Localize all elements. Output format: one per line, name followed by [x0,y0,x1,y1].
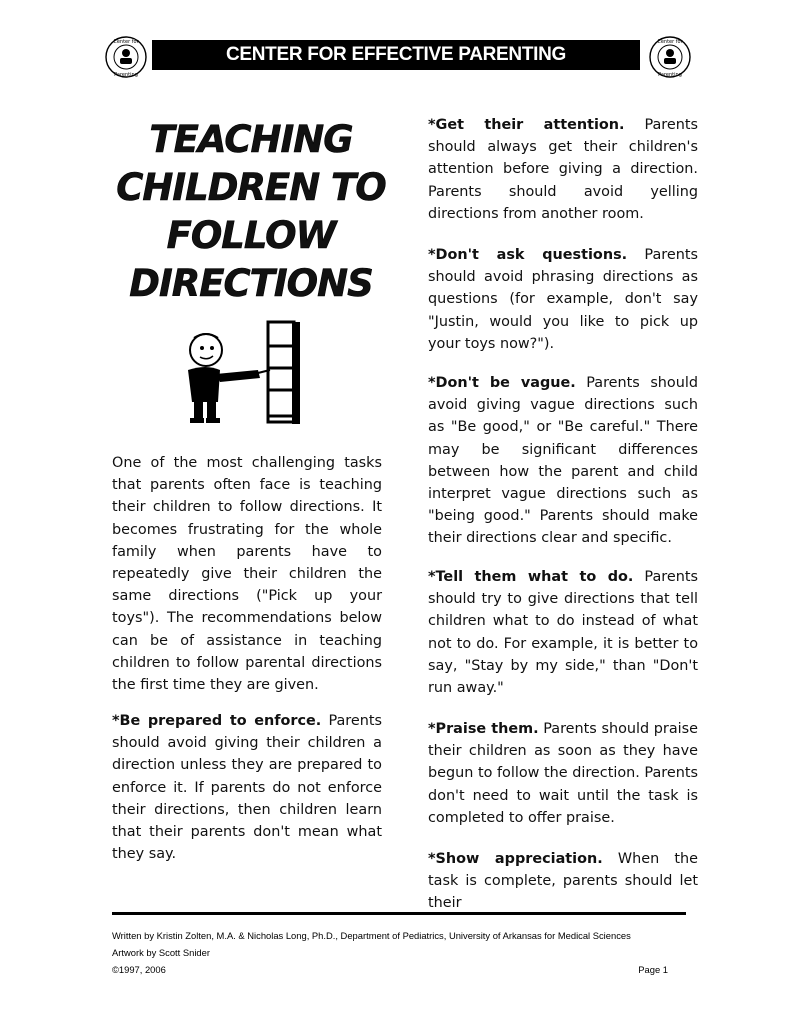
tip-body: Parents should always get their children's attention before giving a direction. Parents should avoid yelling directions from another room. [428,117,699,222]
tip-heading: *Be prepared to enforce. [112,713,322,729]
title-line: FOLLOW [166,214,336,257]
svg-text:Center for: Center for [657,39,683,45]
tip-heading: *Get their attention. [428,117,625,133]
header-banner: CENTER FOR EFFECTIVE PARENTING [152,40,640,70]
tip-body: Parents should avoid giving their children a direction unless they are prepared to enforce it. If parents do not enforce their directions, then children learn that their parents don't mean what they say. [112,713,383,863]
page-number: Page 1 [638,964,668,975]
tip-body: Parents should avoid phrasing directions as questions (for example, don't say "Justin, would you like to pick up your toys now?"). [428,247,698,352]
tip-body: Parents should praise their children as soon as they have begun to follow the direction. Parents don't need to wait until the task is completed to offer praise. [428,721,698,826]
tip-tell-them-what-to-do [428,566,698,699]
footer-artwork: Artwork by Scott Snider [112,947,210,958]
tip-heading: *Tell them what to do. [428,569,634,585]
tip-heading: *Praise them. [428,721,539,737]
svg-text:Parenting: Parenting [114,72,138,78]
svg-text:Parenting: Parenting [658,72,682,78]
title-line: TEACHING [149,118,353,161]
center-logo-icon [104,35,148,79]
tip-body: Parents should avoid giving vague directions such as "Be good," or "Be careful." There may be significant differences between how the parent and child interpret vague directions such as "being good." Parents should make their directions clear and specific. [428,375,698,547]
title-line: DIRECTIONS [129,262,373,305]
tip-get-attention [428,114,698,225]
footer-copyright-row [112,964,686,975]
tip-show-appreciation [428,848,698,915]
tip-heading: *Don't be vague. [428,375,576,391]
page-title [112,116,390,308]
center-logo-icon [648,35,692,79]
tip-body: When the task is complete, parents should let their [428,851,698,912]
tip-body: Parents should try to give directions that tell children what to do instead of what not to do. For example, it is better to say, "Stay by my side," than "Don't run away." [428,569,698,697]
tip-be-prepared [112,710,382,865]
tip-heading: *Show appreciation. [428,851,603,867]
footer-copyright: ©1997, 2006 [112,964,166,975]
intro-paragraph: One of the most challenging tasks that parents often face is teaching their children to follow directions. It becomes frustrating for the whole family when parents have to repeatedly give their children the same directions ("Pick up your toys"). The recommendations below can be of assistance in teaching children to follow parental directions the first time they are given. [112,455,382,694]
title-line: CHILDREN TO [116,166,386,209]
footer-divider [112,912,686,915]
tip-dont-be-vague [428,372,698,550]
tip-praise-them [428,718,698,829]
tip-dont-ask-questions [428,244,698,355]
tip-heading: *Don't ask questions. [428,247,628,263]
svg-text:Center for: Center for [113,39,139,45]
child-pointing-at-chair-illustration [180,318,320,428]
footer-credits: Written by Kristin Zolten, M.A. & Nicholas Long, Ph.D., Department of Pediatrics, University of Arkansas for Medical Sciences [112,930,631,941]
